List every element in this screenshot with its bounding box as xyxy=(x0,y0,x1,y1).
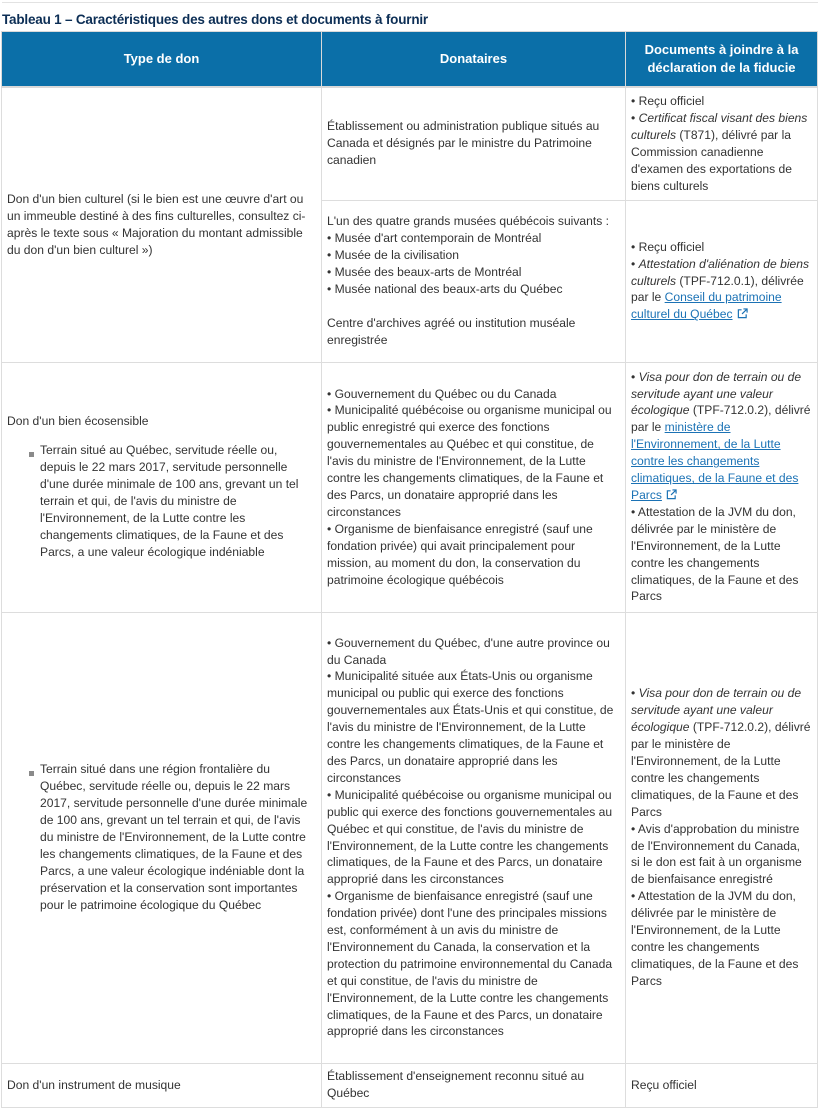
table-row xyxy=(2,612,818,1063)
table-row xyxy=(2,87,818,200)
donataire-item: • Municipalité québécoise ou organisme municipal ou public enregistré qui exerce des fonctions gouvernementales au Québec et qui constitue, de l'avis du ministre de l'Environnement, de la Lutte contre les changements climatiques, de la Faune et des Parcs, un donataire approprié dans les circonstances xyxy=(327,403,612,519)
cell-donataires-musique: Établissement d'enseignement reconnu situé au Québec xyxy=(322,1063,626,1107)
doc-attestation-jvm: • Attestation de la JVM du don, délivrée par le ministère de l'Environnement, de la Lutte contre les changements climatiques, de la Faune et des Parcs xyxy=(631,889,799,988)
donataire-item: • Organisme de bienfaisance enregistré (sauf une fondation privée) dont l'une des principales missions est, conformément à un avis du ministre de l'Environnement du Canada, la conservation et la protection du patrimoine environnemental du Canada et qui constitue, de l'avis du ministre de l'Environnement, de la Lutte contre les changements climatiques, de la Faune et des Parcs, un donataire approprié dans les circonstances xyxy=(327,889,613,1039)
table-row xyxy=(2,1063,818,1107)
gifts-table xyxy=(1,31,818,1108)
bullet: • xyxy=(631,110,639,125)
cell-documents-frontaliere xyxy=(626,612,818,1063)
cell-documents-ecosensible xyxy=(626,362,818,612)
doc-visa xyxy=(631,369,812,504)
donataire-item: • Municipalité québécoise ou organisme municipal ou public qui exerce des fonctions gouvernementales au Québec et qui constitue, de l'avis du ministre de l'Environnement, de la Lutte contre les changements climatiques, de la Faune et des Parcs, un donataire approprié dans les circonstances xyxy=(327,787,613,887)
sub-item-text: Terrain situé au Québec, servitude réelle ou, depuis le 22 mars 2017, servitude personnelle d'une durée minimale de 100 ans, grevant un tel terrain et qui, de l'avis du ministre de l'Environnement, de la Lutte contre les changements climatiques, de la Faune et des Parcs, a une valeur écologique indéniable xyxy=(40,443,299,559)
cell-donataires-ecosensible xyxy=(322,362,626,612)
ecosensible-title: Don d'un bien écosensible xyxy=(7,414,149,429)
museum-item: • Musée de la civilisation xyxy=(327,248,459,263)
doc-detail: (TPF-712.0.2), délivré par le ministère de l'Environnement, de la Lutte contre les changements climatiques, de la Faune et des Parcs xyxy=(631,720,811,819)
doc-detail: (TPF-712.0.1), délivrée par le xyxy=(631,273,804,305)
square-bullet-icon xyxy=(29,771,34,776)
donataire-item: • Gouvernement du Québec ou du Canada xyxy=(327,386,557,401)
header-documents: Documents à joindre à la déclaration de la fiducie xyxy=(626,32,818,88)
table-caption: Tableau 1 – Caractéristiques des autres dons et documents à fournir xyxy=(2,12,428,27)
doc-recu: • Reçu officiel xyxy=(631,239,705,254)
doc-title: Certificat fiscal visant des biens culturels xyxy=(631,110,808,142)
table-header-row xyxy=(2,32,818,88)
doc-avis-approbation: • Avis d'approbation du ministre de l'Environnement du Canada, si le don est fait à un organisme de bienfaisance enregistré xyxy=(631,821,802,887)
external-link-icon[interactable] xyxy=(666,489,677,500)
header-donataires: Donataires xyxy=(322,32,626,88)
doc-certificat xyxy=(631,110,812,195)
cell-type-culturel: Don d'un bien culturel (si le bien est une œuvre d'art ou un immeuble destiné à des fins culturelles, consultez ci-après le texte sous « Majoration du montant admissible du don d'un bien culturel ») xyxy=(2,87,322,362)
doc-attestation xyxy=(631,256,812,324)
archives-text: Centre d'archives agréé ou institution muséale enregistrée xyxy=(327,315,576,347)
doc-title: Visa pour don de terrain ou de servitude ayant une valeur écologique xyxy=(631,686,802,735)
cell-type-ecosensible xyxy=(2,362,322,612)
doc-detail: (T871), délivré par la Commission canadienne d'examen des exportations de biens culturels xyxy=(631,127,792,193)
doc-detail: (TPF-712.0.2), délivré par le xyxy=(631,403,811,435)
header-type-de-don: Type de don xyxy=(2,32,322,88)
cell-donataires-culturel-b xyxy=(322,200,626,362)
doc-recu: • Reçu officiel xyxy=(631,94,705,109)
external-link-icon[interactable] xyxy=(737,308,748,319)
cell-donataires-frontaliere xyxy=(322,612,626,1063)
cell-donataires-culturel-a: Établissement ou administration publique situés au Canada et désignés par le ministre du Patrimoine canadien xyxy=(322,87,626,200)
museum-item: • Musée d'art contemporain de Montréal xyxy=(327,231,542,246)
square-bullet-icon xyxy=(29,452,34,457)
donataire-item: • Gouvernement du Québec, d'une autre province ou du Canada xyxy=(327,635,610,667)
doc-attestation-jvm: • Attestation de la JVM du don, délivrée par le ministère de l'Environnement, de la Lutte contre les changements climatiques, de la Faune et des Parcs xyxy=(631,504,799,604)
sub-list-item xyxy=(7,761,316,913)
cell-documents-culturel-a xyxy=(626,87,818,200)
ministere-environnement-link[interactable]: ministère de l'Environnement, de la Lutte contre les changements climatiques, de la Faune et des Parcs xyxy=(631,420,799,502)
doc-title: Attestation d'aliénation de biens culturels xyxy=(631,256,810,288)
museum-item: • Musée des beaux-arts de Montréal xyxy=(327,265,522,280)
cell-documents-musique: Reçu officiel xyxy=(626,1063,818,1107)
museums-intro: L'un des quatre grands musées québécois suivants : xyxy=(327,214,609,229)
sub-list-item xyxy=(7,442,316,560)
bullet: • xyxy=(631,256,639,271)
cell-type-musique: Don d'un instrument de musique xyxy=(2,1063,322,1107)
doc-title: Visa pour don de terrain ou de servitude ayant une valeur écologique xyxy=(631,369,802,418)
cell-type-frontaliere xyxy=(2,612,322,1063)
bullet: • xyxy=(631,686,639,701)
cell-documents-culturel-b xyxy=(626,200,818,362)
table-row xyxy=(2,362,818,612)
sub-item-text: Terrain situé dans une région frontalière du Québec, servitude réelle ou, depuis le 22 mars 2017, servitude personnelle d'une durée minimale de 100 ans, grevant un tel terrain et qui, de l'avis du ministre de l'Environnement, de la Lutte contre les changements climatiques, de la Faune et des Parcs, a une valeur écologique indéniable dont la préservation et la conservation sont importantes pour le patrimoine écologique du Québec xyxy=(40,762,308,912)
spacer xyxy=(327,298,620,315)
conseil-patrimoine-link[interactable]: Conseil du patrimoine culturel du Québec xyxy=(631,290,782,322)
doc-visa xyxy=(631,685,812,820)
museum-item: • Musée national des beaux-arts du Québec xyxy=(327,281,563,296)
bullet: • xyxy=(631,369,639,384)
donataire-item: • Municipalité située aux États-Unis ou organisme municipal ou public qui exerce des fonctions gouvernementales aux États-Unis et qui constitue, de l'avis du ministre de l'Environnement, de la Lutte contre les changements climatiques, de la Faune et des Parcs, un donataire approprié dans les circonstances xyxy=(327,669,614,785)
donataire-item: • Organisme de bienfaisance enregistré (sauf une fondation privée) qui avait principalement pour mission, au moment du don, la conservation du patrimoine écologique québécois xyxy=(327,521,593,587)
